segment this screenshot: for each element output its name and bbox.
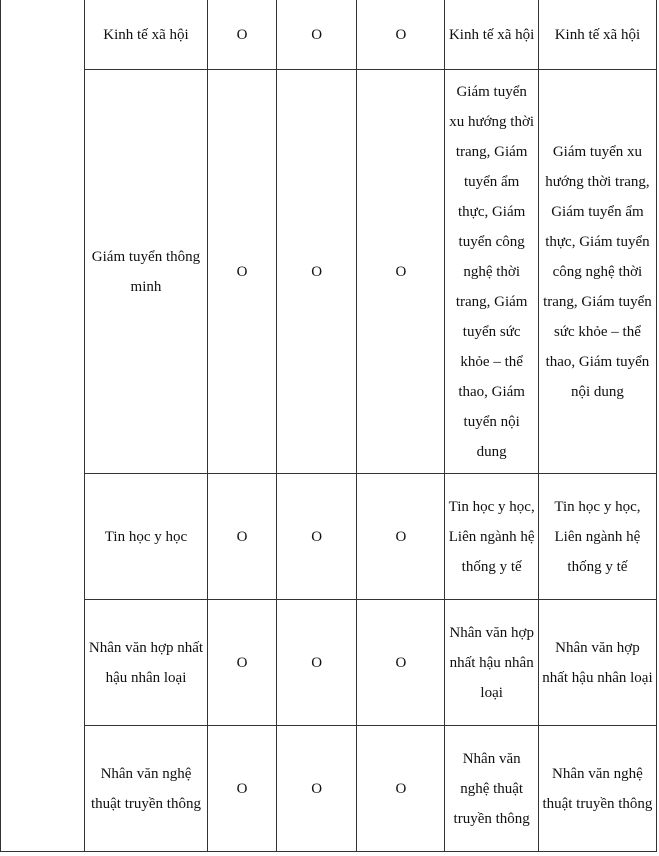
mark-cell: O <box>357 474 445 600</box>
merged-blank-cell <box>1 0 85 852</box>
specialization-cell: Nhân văn hợp nhất hậu nhân loại <box>538 600 656 726</box>
mark-cell: O <box>276 70 357 474</box>
specialization-cell: Nhân văn nghệ thuật truyền thông <box>538 726 656 852</box>
table-row <box>1 70 657 474</box>
specialization-cell: Nhân văn nghệ thuật truyền thông <box>445 726 538 852</box>
mark-cell: O <box>208 600 277 726</box>
mark-cell: O <box>276 726 357 852</box>
specialization-cell: Tin học y học, Liên ngành hệ thống y tế <box>538 474 656 600</box>
mark-cell: O <box>276 0 357 70</box>
specialization-cell: Tin học y học, Liên ngành hệ thống y tế <box>445 474 538 600</box>
mark-cell: O <box>357 726 445 852</box>
program-name-cell: Nhân văn hợp nhất hậu nhân loại <box>84 600 207 726</box>
specialization-cell: Giám tuyển xu hướng thời trang, Giám tuyển ẩm thực, Giám tuyển công nghệ thời trang, Giám tuyển sức khỏe – thể thao, Giám tuyển nội dung <box>538 70 656 474</box>
mark-cell: O <box>357 70 445 474</box>
table-row <box>1 0 657 70</box>
program-name-cell: Tin học y học <box>84 474 207 600</box>
specialization-cell: Kinh tế xã hội <box>538 0 656 70</box>
mark-cell: O <box>357 0 445 70</box>
mark-cell: O <box>276 600 357 726</box>
program-name-cell: Nhân văn nghệ thuật truyền thông <box>84 726 207 852</box>
mark-cell: O <box>208 474 277 600</box>
program-name-cell: Giám tuyển thông minh <box>84 70 207 474</box>
specialization-cell: Giám tuyển xu hướng thời trang, Giám tuyển ẩm thực, Giám tuyển công nghệ thời trang, Giám tuyển sức khỏe – thể thao, Giám tuyển nội dung <box>445 70 538 474</box>
program-name-cell: Kinh tế xã hội <box>84 0 207 70</box>
specialization-cell: Kinh tế xã hội <box>445 0 538 70</box>
mark-cell: O <box>208 726 277 852</box>
mark-cell: O <box>357 600 445 726</box>
mark-cell: O <box>208 70 277 474</box>
specialization-cell: Nhân văn hợp nhất hậu nhân loại <box>445 600 538 726</box>
mark-cell: O <box>208 0 277 70</box>
table-row <box>1 726 657 852</box>
table-row <box>1 474 657 600</box>
table-row <box>1 600 657 726</box>
mark-cell: O <box>276 474 357 600</box>
